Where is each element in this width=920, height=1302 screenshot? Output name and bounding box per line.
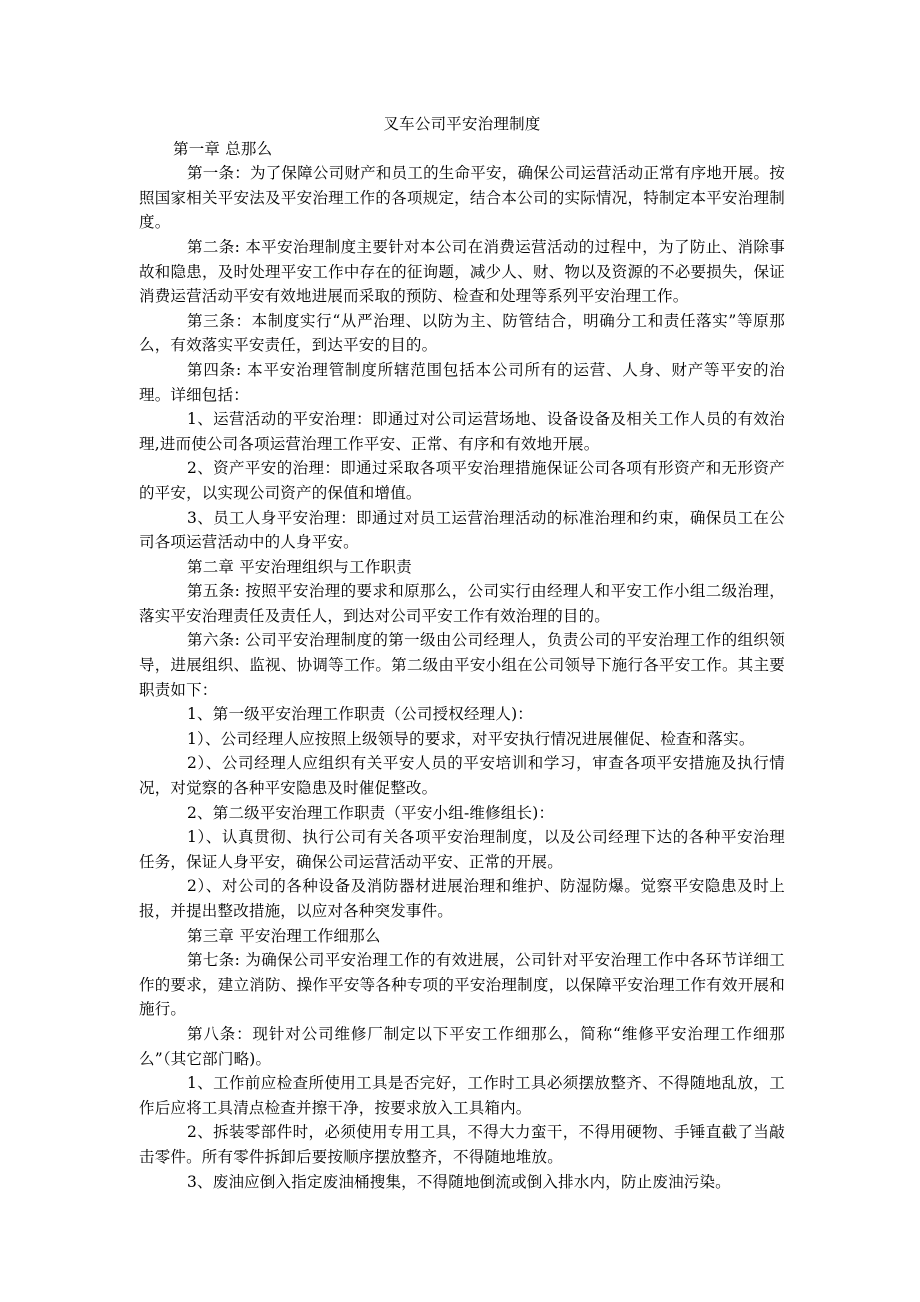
paragraph: 1）、公司经理人应按照上级领导的要求，对平安执行情况进展催促、检查和落实。	[187, 729, 755, 748]
paragraph: 1、工作前应检查所使用工具是否完好，工作时工具必须摆放整齐、不得随地乱放，工作后应将工具清点检查并擦干净，按要求放入工具箱内。	[139, 1074, 785, 1117]
paragraph: 第五条: 按照平安治理的要求和原那么，公司实行由经理人和平安工作小组二级治理，落实平安治理责任及责任人，到达对公司平安工作有效治理的目的。	[139, 582, 785, 625]
paragraph-list	[139, 137, 785, 1195]
paragraph: 第七条: 为确保公司平安治理工作的有效进展，公司针对平安治理工作中各环节详细工作的要求，建立消防、操作平安等各种专项的平安治理制度，以保障平安治理工作有效开展和施行。	[139, 951, 785, 1019]
chapter-heading: 第二章 平安治理组织与工作职责	[187, 557, 412, 576]
paragraph: 3、员工人身平安治理：即通过对员工运营治理活动的标准治理和约束，确保员工在公司各项运营活动中的人身平安。	[139, 508, 785, 552]
paragraph: 第八条：现针对公司维修厂制定以下平安工作细那么，简称“维修平安治理工作细那么”（其它部门略)。	[139, 1024, 785, 1068]
chapter-heading: 第三章 平安治理工作细那么	[187, 926, 381, 945]
paragraph: 1、运营活动的平安治理：即通过对公司运营场地、设备设备及相关工作人员的有效治理,进而使公司各项运营治理工作平安、正常、有序和有效地开展。	[139, 410, 785, 453]
chapter-heading: 第一章 总那么	[173, 139, 273, 158]
paragraph: 第二条: 本平安治理制度主要针对本公司在消费运营活动的过程中，为了防止、消除事故和隐患，及时处理平安工作中存在的征询题，减少人、财、物以及资源的不必要损失，保证消费运营活动平安有效地进展而采取的预防、检查和处理等系列平安治理工作。	[139, 237, 785, 306]
paragraph: 2、拆装零部件时，必须使用专用工具，不得大力蛮干，不得用硬物、手锤直截了当敲击零件。所有零件拆卸后要按顺序摆放整齐，不得随地堆放。	[139, 1123, 785, 1166]
paragraph: 1、第一级平安治理工作职责（公司授权经理人)：	[187, 705, 534, 724]
document-body	[139, 112, 785, 1194]
paragraph: 第四条: 本平安治理管制度所辖范围包括本公司所有的运营、人身、财产等平安的治理。详细包括：	[139, 360, 785, 404]
paragraph: 2、第二级平安治理工作职责（平安小组-维修组长)：	[187, 803, 555, 822]
paragraph: 第一条：为了保障公司财产和员工的生命平安，确保公司运营活动正常有序地开展。按照国家相关平安法及平安治理工作的各项规定，结合本公司的实际情况，特制定本平安治理制度。	[139, 164, 785, 232]
paragraph: 第三条：本制度实行“从严治理、以防为主、防管结合，明确分工和责任落实”等原那么，有效落实平安责任，到达平安的目的。	[139, 311, 785, 355]
paragraph: 2）、公司经理人应组织有关平安人员的平安培训和学习，审查各项平安措施及执行情况，对觉察的各种平安隐患及时催促整改。	[139, 754, 785, 798]
paragraph: 2）、对公司的各种设备及消防器材进展治理和维护、防湿防爆。觉察平安隐患及时上报，并提出整改措施，以应对各种突发事件。	[139, 877, 785, 920]
paragraph: 2、资产平安的治理：即通过采取各项平安治理措施保证公司各项有形资产和无形资产的平安，以实现公司资产的保值和增值。	[139, 459, 785, 502]
paragraph: 1）、认真贯彻、执行公司有关各项平安治理制度，以及公司经理下达的各种平安治理任务，保证人身平安，确保公司运营活动平安、正常的开展。	[139, 828, 785, 871]
paragraph: 第六条: 公司平安治理制度的第一级由公司经理人，负责公司的平安治理工作的组织领导，进展组织、监视、协调等工作。第二级由平安小组在公司领导下施行各平安工作。其主要职责如下：	[139, 631, 785, 699]
document-title: 叉车公司平安治理制度	[383, 115, 541, 133]
paragraph: 3、废油应倒入指定废油桶搜集，不得随地倒流或倒入排水内，防止废油污染。	[187, 1172, 731, 1191]
